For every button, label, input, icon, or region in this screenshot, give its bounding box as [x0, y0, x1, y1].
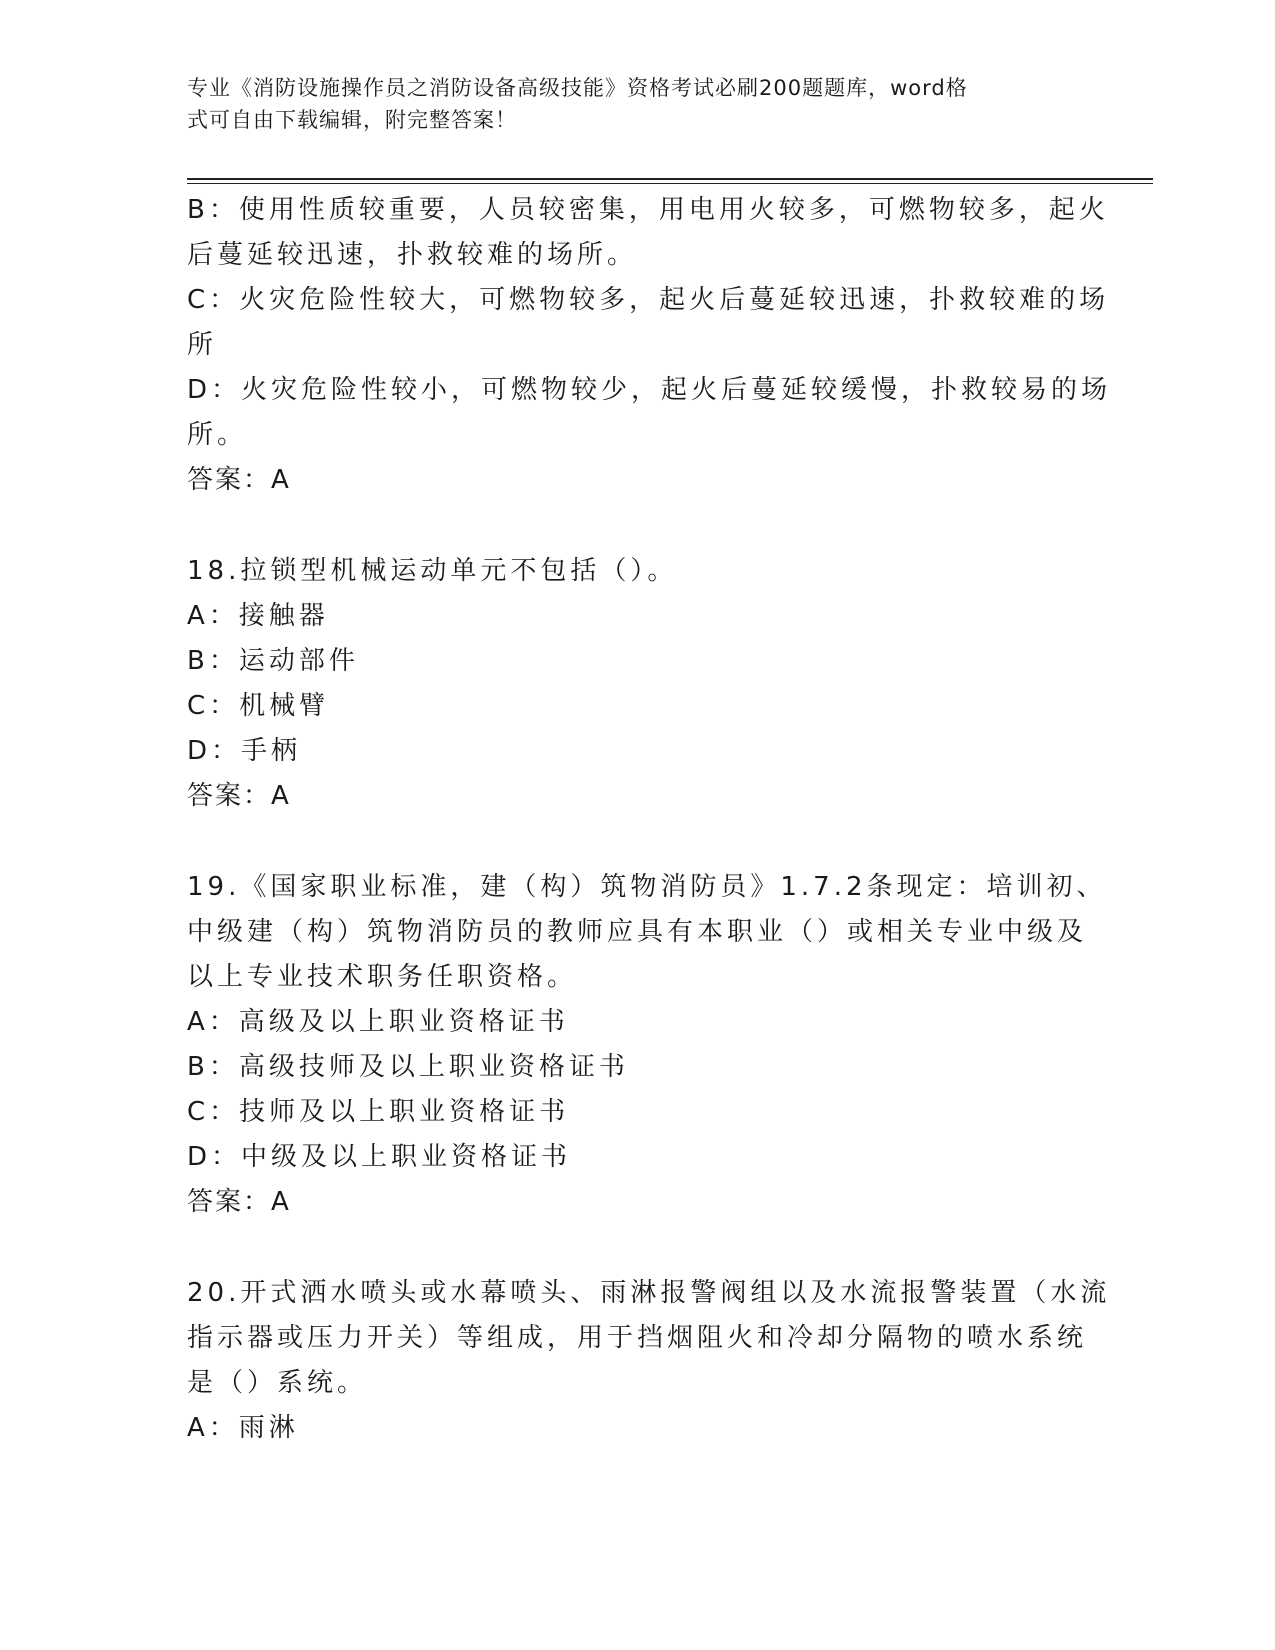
answer: 答案：A [187, 781, 291, 811]
option-d: D：火灾危险性较小，可燃物较少，起火后蔓延较缓慢，扑救较易的场 [187, 375, 1112, 405]
option-d: D：中级及以上职业资格证书 [187, 1142, 572, 1172]
question-18 [187, 549, 1067, 819]
option-a: A：雨淋 [187, 1413, 299, 1443]
answer: 答案：A [187, 465, 291, 495]
question-text-cont: 指示器或压力开关）等组成，用于挡烟阻火和冷却分隔物的喷水系统 [187, 1323, 1088, 1353]
question-text: 18.拉锁型机械运动单元不包括（）。 [187, 556, 678, 586]
option-b: B：使用性质较重要，人员较密集，用电用火较多，可燃物较多，起火 [187, 195, 1109, 225]
question-20 [187, 1271, 1111, 1451]
question-text: 19.《国家职业标准，建（构）筑物消防员》1.7.2条现定：培训初、 [187, 872, 1107, 902]
option-b-cont: 后蔓延较迅速，扑救较难的场所。 [187, 240, 638, 270]
question-text-cont: 是（）系统。 [187, 1368, 368, 1398]
question-text: 20.开式洒水喷头或水幕喷头、雨淋报警阀组以及水流报警装置（水流 [187, 1278, 1111, 1308]
question-19 [187, 865, 1107, 1225]
question-text-cont: 以上专业技术职务任职资格。 [187, 962, 578, 992]
option-a: A：高级及以上职业资格证书 [187, 1007, 569, 1037]
option-d: D：手柄 [187, 736, 302, 766]
option-c: C：机械臂 [187, 691, 330, 721]
question-text-cont: 中级建（构）筑物消防员的教师应具有本职业（）或相关专业中级及 [187, 917, 1088, 947]
question-17-continued [187, 188, 1112, 503]
option-b: B：运动部件 [187, 646, 359, 676]
option-b: B：高级技师及以上职业资格证书 [187, 1052, 629, 1082]
header-divider [187, 178, 1153, 180]
question-content [187, 188, 1112, 1451]
answer: 答案：A [187, 1187, 291, 1217]
document-header [187, 72, 1067, 136]
option-c: C：技师及以上职业资格证书 [187, 1097, 570, 1127]
option-a: A：接触器 [187, 601, 329, 631]
option-d-cont: 所。 [187, 420, 248, 450]
header-line: 专业《消防设施操作员之消防设备高级技能》资格考试必刷200题题库，word格 [187, 76, 968, 100]
header-line: 式可自由下载编辑，附完整答案！ [187, 108, 517, 132]
option-c: C：火灾危险性较大，可燃物较多，起火后蔓延较迅速，扑救较难的场 [187, 285, 1110, 315]
header-divider [187, 183, 1153, 184]
option-c-cont: 所 [187, 330, 218, 360]
